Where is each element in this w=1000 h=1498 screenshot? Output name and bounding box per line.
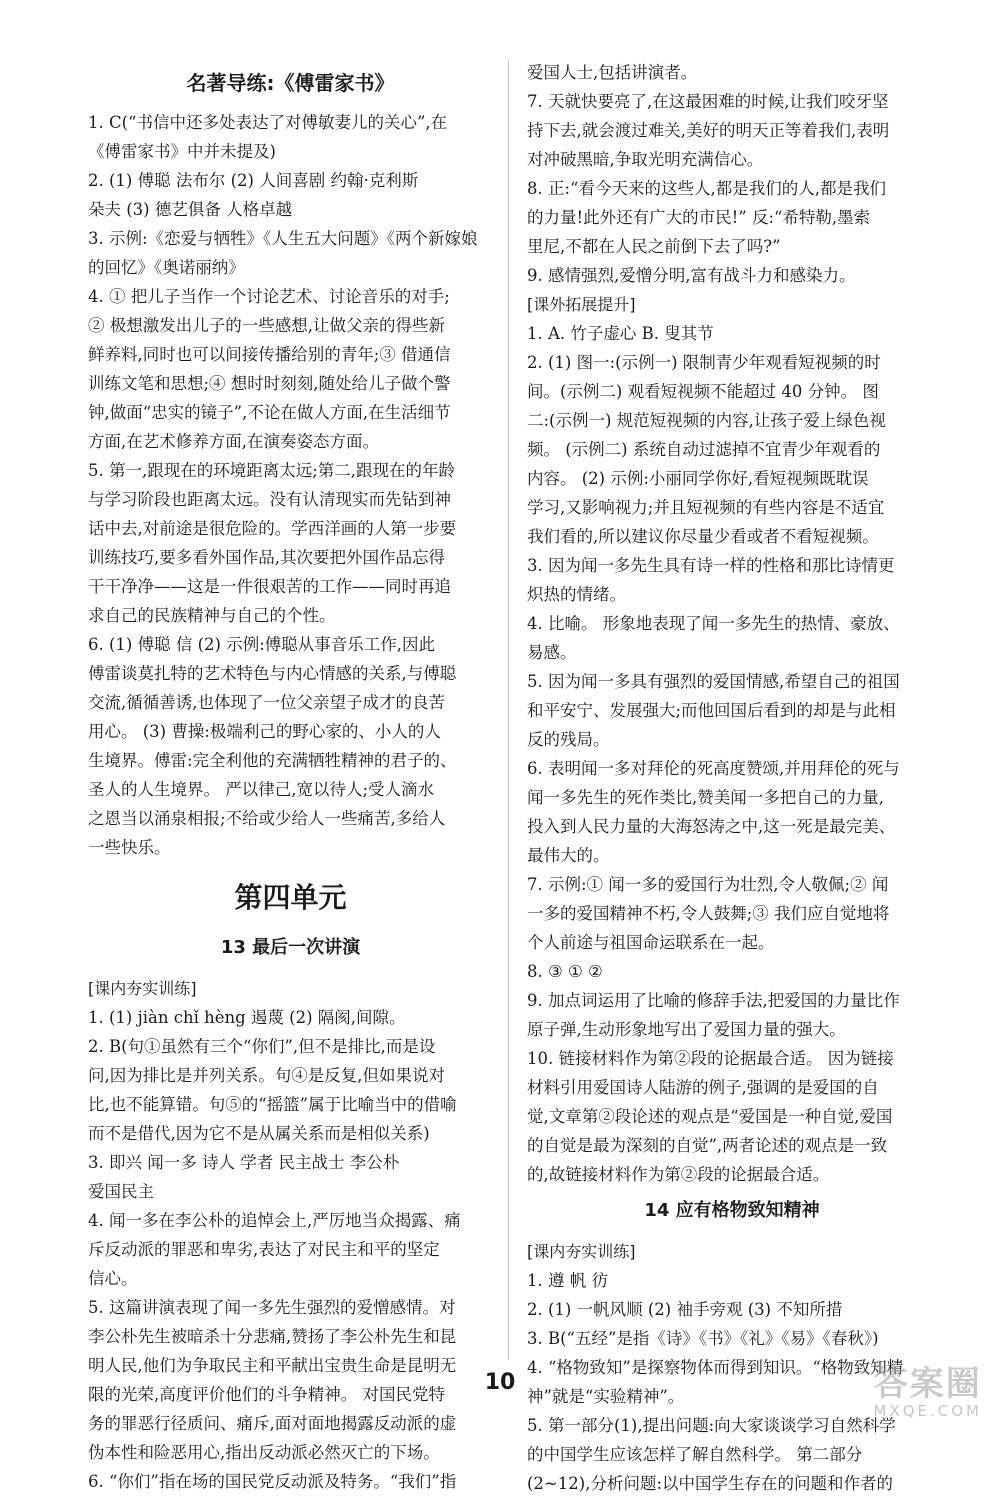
text-line: 8. ③ ① ② (527, 962, 603, 981)
text-line: 5. 第一,跟现在的环境距离太远;第二,跟现在的年龄 (88, 461, 456, 480)
text-line: 3. 因为闻一多先生具有诗一样的性格和那比诗情更 (527, 556, 895, 575)
text-line: 7. 天就快要亮了,在这最困难的时候,让我们咬牙坚 (527, 92, 889, 111)
text-line: 信心。 (88, 1269, 138, 1288)
text-line: 最伟大的。 (527, 846, 610, 865)
text-line: 觉,文章第②段论述的观点是“爱国是一种自觉,爱国 (527, 1107, 893, 1126)
section-label-classroom: [课内夯实训练] (88, 979, 197, 998)
text-line: 的自觉是最为深刻的自觉”,两者论述的观点是一致 (527, 1136, 888, 1155)
watermark-logo (874, 1366, 983, 1420)
text-line: 与学习阶段也距离太远。没有认清现实而先钻到神 (88, 490, 451, 509)
text-line: 务的罪恶行径质问、痛斥,面对面地揭露反动派的虚 (88, 1414, 457, 1433)
text-line: 7. 示例:① 闻一多的爱国行为壮烈,令人敬佩;② 闻 (527, 875, 889, 894)
text-line: 闻一多先生的死作类比,赞美闻一多把自己的力量, (527, 788, 884, 807)
text-line: 6. 表明闻一多对拜伦的死高度赞颂,并用拜伦的死与 (527, 759, 900, 778)
text-line: 《傅雷家书》中并未提及) (88, 142, 276, 161)
page-number: 10 (484, 1370, 516, 1395)
text-line: 话中去,对前途是很危险的。学西洋画的人第一步要 (88, 519, 457, 538)
text-line: 神”就是“实验精神”。 (527, 1387, 685, 1406)
lesson-13-title: 13 最后一次讲演 (220, 937, 361, 958)
text-line: 8. 正:“看今天来的这些人,都是我们的人,都是我们 (527, 179, 886, 198)
text-line: 1. A. 竹子虚心 B. 叟其节 (527, 324, 714, 343)
text-line: 3. B(“五经”是指《诗》《书》《礼》《易》《春秋》) (527, 1329, 879, 1348)
text-line: 2. (1) 图一:(示例一) 限制青少年观看短视频的时 (527, 353, 881, 372)
text-line: 的回忆》《奥诺丽纳》 (88, 258, 245, 277)
text-line: 生境界。傅雷:完全利他的充满牺牲精神的君子的、 (88, 751, 457, 770)
watermark-site-text: MXQE.COM (873, 1402, 982, 1420)
text-line: 10. 链接材料作为第②段的论据最合适。 因为链接 (527, 1049, 894, 1068)
text-line: 斥反动派的罪恶和卑劣,表达了对民主和平的坚定 (88, 1240, 440, 1259)
text-line: 炽热的情绪。 (527, 585, 626, 604)
text-line: 而不是借代,因为它不是从属关系而是相似关系) (88, 1124, 430, 1143)
text-line: 4. 比喻。 形象地表现了闻一多先生的热情、豪放、 (527, 614, 900, 633)
text-line: 5. 这篇讲演表现了闻一多先生强烈的爱憎感情。对 (88, 1298, 456, 1317)
text-line: 投入到人民力量的大海怒涛之中,这一死是最完美、 (527, 817, 896, 836)
answer-block-lesson-13 (88, 1003, 493, 1496)
text-line: 3. 示例:《恋爱与牺牲》《人生五大问题》《两个新嫁娘 (88, 229, 478, 248)
text-line: 学习,又影响视力;并且短视频的有些内容是不适宜 (527, 498, 885, 517)
text-line: 钟,做面“忠实的镜子”,不论在做人方面,在生活细节 (88, 403, 451, 422)
text-line: 和平安宁、发展强大;而他回国后看到的却是与此相 (527, 701, 896, 720)
unit-title: 第四单元 (234, 881, 347, 914)
text-line: 4. ① 把儿子当作一个讨论艺术、讨论音乐的对手; (88, 287, 450, 306)
text-line: 用心。 (3) 曹操:极端利己的野心家的、小人的人 (88, 722, 441, 741)
text-line: 3. 即兴 闻一多 诗人 学者 民主战士 李公朴 (88, 1153, 400, 1172)
column-divider (508, 60, 509, 1360)
text-line: 爱国人士,包括讲演者。 (527, 63, 698, 82)
text-line: 5. 因为闻一多具有强烈的爱国情感,希望自己的祖国 (527, 672, 900, 691)
text-line: 2. B(句①虽然有三个“你们”,但不是排比,而是设 (88, 1037, 436, 1056)
text-line: 反的残局。 (527, 730, 610, 749)
text-line: 傅雷谈莫扎特的艺术特色与内心情感的关系,与傅聪 (88, 664, 457, 683)
text-line: 二:(示例一) 规范短视频的内容,让孩子爱上绿色视 (527, 411, 886, 430)
text-line: ② 极想激发出儿子的一些感想,让做父亲的得些新 (88, 316, 445, 335)
text-line: 限的光荣,高度评价他们的斗争精神。 对国民党特 (88, 1385, 445, 1404)
text-line: 我们看的,所以建议你尽量少看或者不看短视频。 (527, 527, 879, 546)
text-line: 明人民,他们为争取民主和平献出宝贵生命是昆明无 (88, 1356, 457, 1375)
text-line: 之恩当以涌泉相报;不给或少给人一些痛苦,多给人 (88, 809, 446, 828)
text-line: 2. (1) 傅聪 法布尔 (2) 人间喜剧 约翰·克利斯 (88, 171, 419, 190)
text-line: 训练技巧,要多看外国作品,其次要把外国作品忘得 (88, 548, 445, 567)
text-line: 4. “格物致知”是探察物体而得到知识。“格物致知精 (527, 1358, 904, 1377)
text-line: 的中国学生应该怎样了解自然科学。 第二部分 (527, 1445, 863, 1464)
text-line: 6. (1) 傅聪 信 (2) 示例:傅聪从事音乐工作,因此 (88, 635, 436, 654)
text-line: 的,故链接材料作为第②段的论据最合适。 (527, 1165, 830, 1184)
text-line: 求自己的民族精神与自己的个性。 (88, 606, 336, 625)
answer-block-lesson-13-cont (527, 58, 937, 290)
text-line: 9. 感情强烈,爱憎分明,富有战斗力和感染力。 (527, 266, 856, 285)
text-line: 9. 加点词运用了比喻的修辞手法,把爱国的力量比作 (527, 991, 900, 1010)
text-line: 材料引用爱国诗人陆游的例子,强调的是爱国的自 (527, 1078, 879, 1097)
right-column (527, 58, 937, 1498)
section-label-classroom-14: [课内夯实训练] (527, 1242, 636, 1261)
text-line: 内容。 (2) 示例:小丽同学你好,看短视频既耽误 (527, 469, 869, 488)
text-line: 李公朴先生被暗杀十分悲痛,赞扬了李公朴先生和昆 (88, 1327, 457, 1346)
text-line: (2~12),分析问题:以中国学生存在的问题和作者的 (527, 1474, 893, 1493)
text-line: 朵夫 (3) 德艺俱备 人格卓越 (88, 200, 293, 219)
text-line: 问,因为排比是并列关系。句④是反复,但如果说对 (88, 1066, 445, 1085)
section-title-fu-lei: 名著导练:《傅雷家书》 (186, 71, 395, 95)
text-line: 原子弹,生动形象地写出了爱国力量的强大。 (527, 1020, 846, 1039)
text-line: 1. 遵 帆 彷 (527, 1271, 608, 1290)
text-line: 爱国民主 (88, 1182, 154, 1201)
watermark-logo-text: 答案圈 (873, 1364, 982, 1404)
text-line: 1. (1) jiàn chǐ hèng 遏蔑 (2) 隔阂,间隙。 (88, 1008, 406, 1027)
text-line: 4. 闻一多在李公朴的追悼会上,严厉地当众揭露、痛 (88, 1211, 461, 1230)
text-line: 鲜养料,同时也可以间接传播给别的青年;③ 借通信 (88, 345, 451, 364)
text-line: 1. C(“书信中还多处表达了对傅敏妻儿的关心”,在 (88, 113, 448, 132)
text-line: 的力量!此外还有广大的市民!” 反:“希特勒,墨索 (527, 208, 871, 227)
text-line: 持下去,就会渡过难关,美好的明天正等着我们,表明 (527, 121, 890, 140)
text-line: 方面,在艺术修养方面,在演奏姿态方面。 (88, 432, 379, 451)
answer-block-fu-lei (88, 108, 493, 862)
text-line: 训练文笔和思想;④ 想时时刻刻,随处给儿子做个警 (88, 374, 451, 393)
text-line: 伪本性和险恶用心,指出反动派必然灭亡的下场。 (88, 1443, 440, 1462)
text-line: 个人前途与祖国命运联系在一起。 (527, 933, 775, 952)
text-line: 易感。 (527, 643, 577, 662)
lesson-14-title: 14 应有格物致知精神 (644, 1200, 820, 1221)
text-line: 5. 第一部分(1),提出问题:向大家谈谈学习自然科学 (527, 1416, 896, 1435)
section-label-extension: [课外拓展提升] (527, 295, 636, 314)
text-line: 频。 (示例二) 系统自动过滤掉不宜青少年观看的 (527, 440, 881, 459)
answer-block-extension (527, 319, 937, 1189)
text-line: 一些快乐。 (88, 838, 171, 857)
text-line: 一多的爱国精神不朽,令人鼓舞;③ 我们应自觉地将 (527, 904, 890, 923)
text-line: 对冲破黑暗,争取光明充满信心。 (527, 150, 764, 169)
text-line: 6. “你们”指在场的国民党反动派及特务。“我们”指 (88, 1472, 457, 1491)
text-line: 圣人的人生境界。 严以律己,宽以待人;受人滴水 (88, 780, 435, 799)
text-line: 2. (1) 一帆风顺 (2) 袖手旁观 (3) 不知所措 (527, 1300, 843, 1319)
text-line: 间。(示例二) 观看短视频不能超过 40 分钟。 图 (527, 382, 879, 401)
text-line: 干干净净——这是一件很艰苦的工作——同时再追 (88, 577, 451, 596)
text-line: 里尼,不都在人民之前倒下去了吗?” (527, 237, 781, 256)
left-column (88, 58, 493, 1496)
text-line: 交流,循循善诱,也体现了一位父亲望子成才的良苦 (88, 693, 445, 712)
text-line: 比,也不能算错。句⑤的“摇篮”属于比喻当中的借喻 (88, 1095, 457, 1114)
